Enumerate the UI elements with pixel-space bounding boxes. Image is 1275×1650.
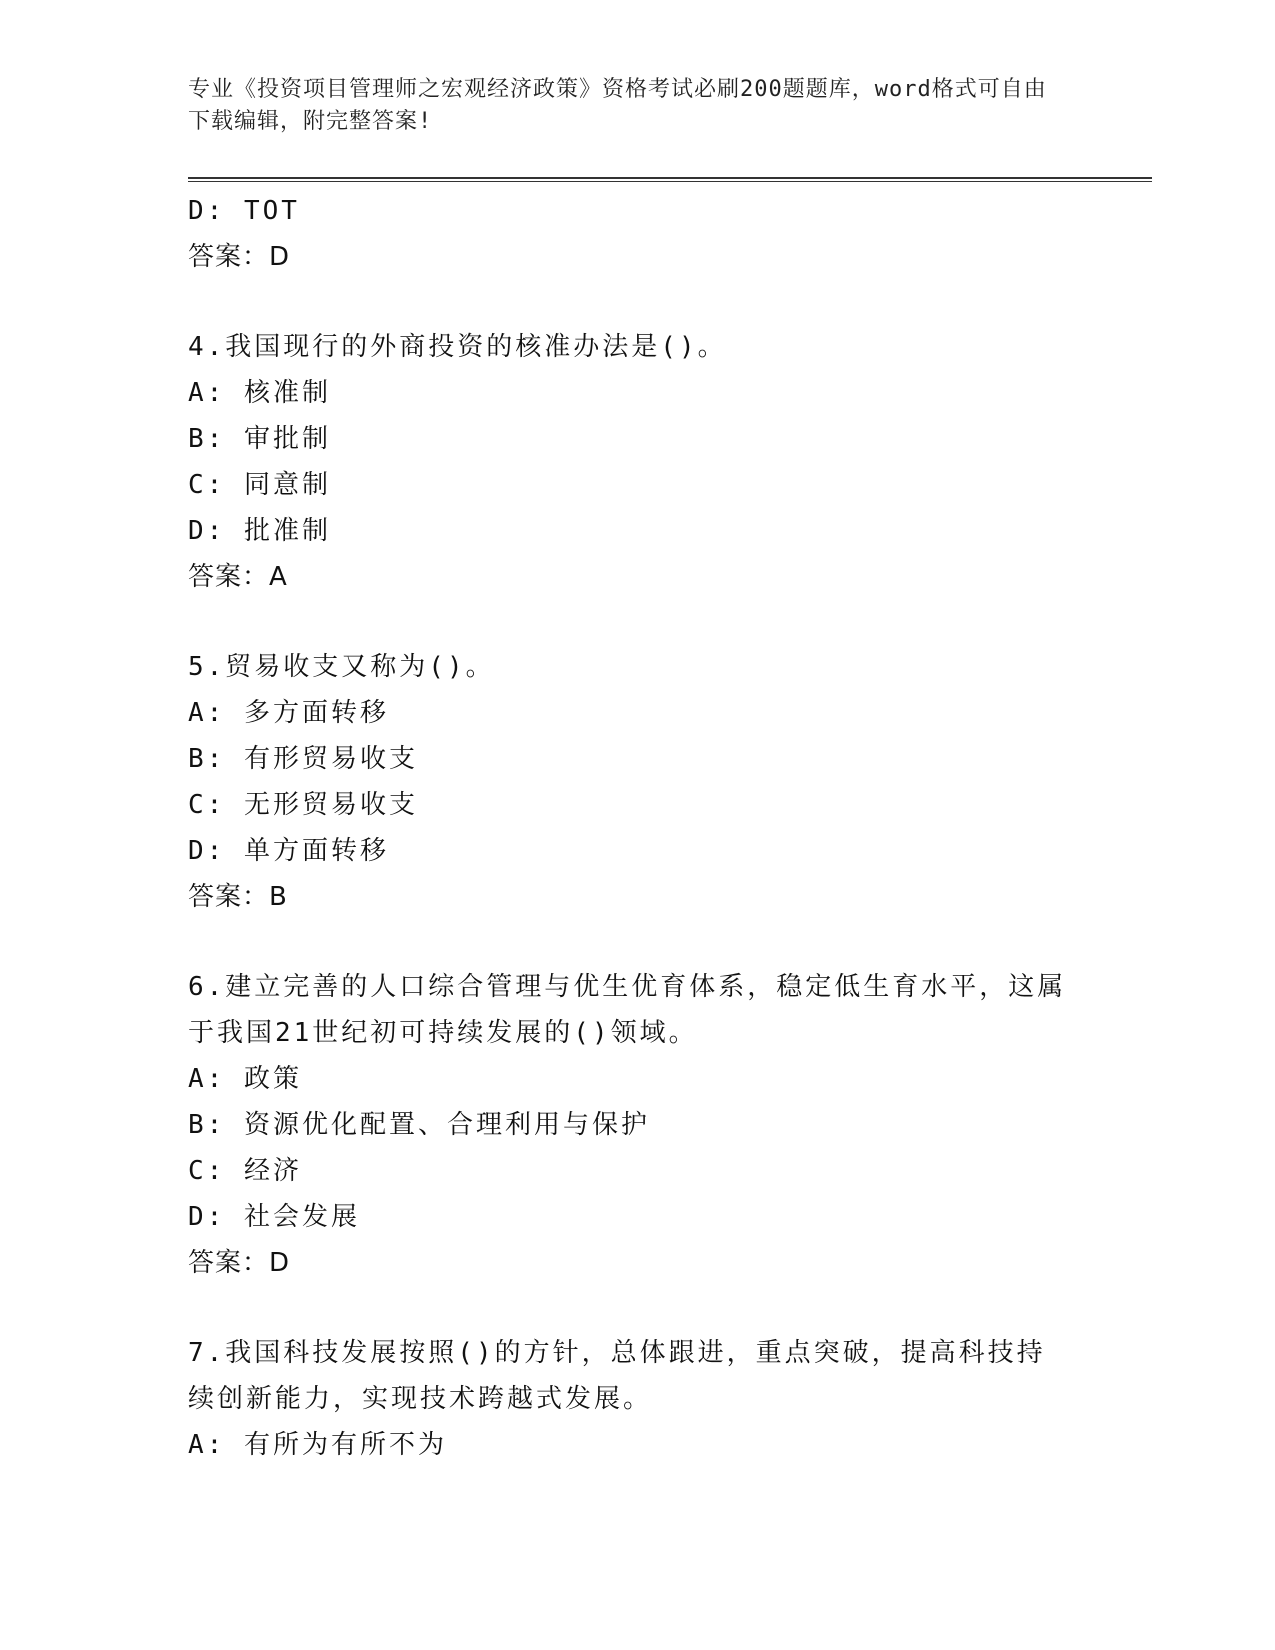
option-d: D: 社会发展 bbox=[188, 1202, 360, 1232]
option-b: B: 资源优化配置、合理利用与保护 bbox=[188, 1110, 650, 1140]
page-header: 专业《投资项目管理师之宏观经济政策》资格考试必刷200题题库，word格式可自由下载编辑，附完整答案! bbox=[188, 77, 1047, 134]
question-list bbox=[188, 188, 1068, 1468]
option-a: A: 政策 bbox=[188, 1064, 302, 1094]
option-d: D: TOT bbox=[188, 196, 300, 226]
answer-label: 答案：A bbox=[188, 562, 288, 592]
option-b: B: 有形贸易收支 bbox=[188, 744, 418, 774]
option-c: C: 经济 bbox=[188, 1156, 302, 1186]
question-text: 4.我国现行的外商投资的核准办法是()。 bbox=[188, 332, 727, 362]
spacer bbox=[188, 600, 1068, 644]
question-block-6 bbox=[188, 964, 1068, 1286]
question-block-5 bbox=[188, 644, 1068, 920]
question-block-7 bbox=[188, 1330, 1068, 1468]
spacer bbox=[188, 1286, 1068, 1330]
option-d: D: 批准制 bbox=[188, 516, 331, 546]
option-a: A: 核准制 bbox=[188, 378, 331, 408]
header-divider bbox=[188, 177, 1152, 182]
question-text: 7.我国科技发展按照()的方针，总体跟进，重点突破，提高科技持续创新能力，实现技术跨越式发展。 bbox=[188, 1338, 1046, 1414]
answer-label: 答案：D bbox=[188, 1248, 291, 1278]
answer-label: 答案：B bbox=[188, 882, 288, 912]
option-a: A: 有所为有所不为 bbox=[188, 1430, 447, 1460]
question-text: 5.贸易收支又称为()。 bbox=[188, 652, 495, 682]
spacer bbox=[188, 280, 1068, 324]
spacer bbox=[188, 920, 1068, 964]
option-c: C: 无形贸易收支 bbox=[188, 790, 418, 820]
option-d: D: 单方面转移 bbox=[188, 836, 389, 866]
answer-label: 答案：D bbox=[188, 242, 291, 272]
option-b: B: 审批制 bbox=[188, 424, 331, 454]
option-a: A: 多方面转移 bbox=[188, 698, 389, 728]
question-block-4 bbox=[188, 324, 1068, 600]
question-text: 6.建立完善的人口综合管理与优生优育体系，稳定低生育水平，这属于我国21世纪初可持续发展的()领域。 bbox=[188, 972, 1067, 1048]
option-c: C: 同意制 bbox=[188, 470, 331, 500]
